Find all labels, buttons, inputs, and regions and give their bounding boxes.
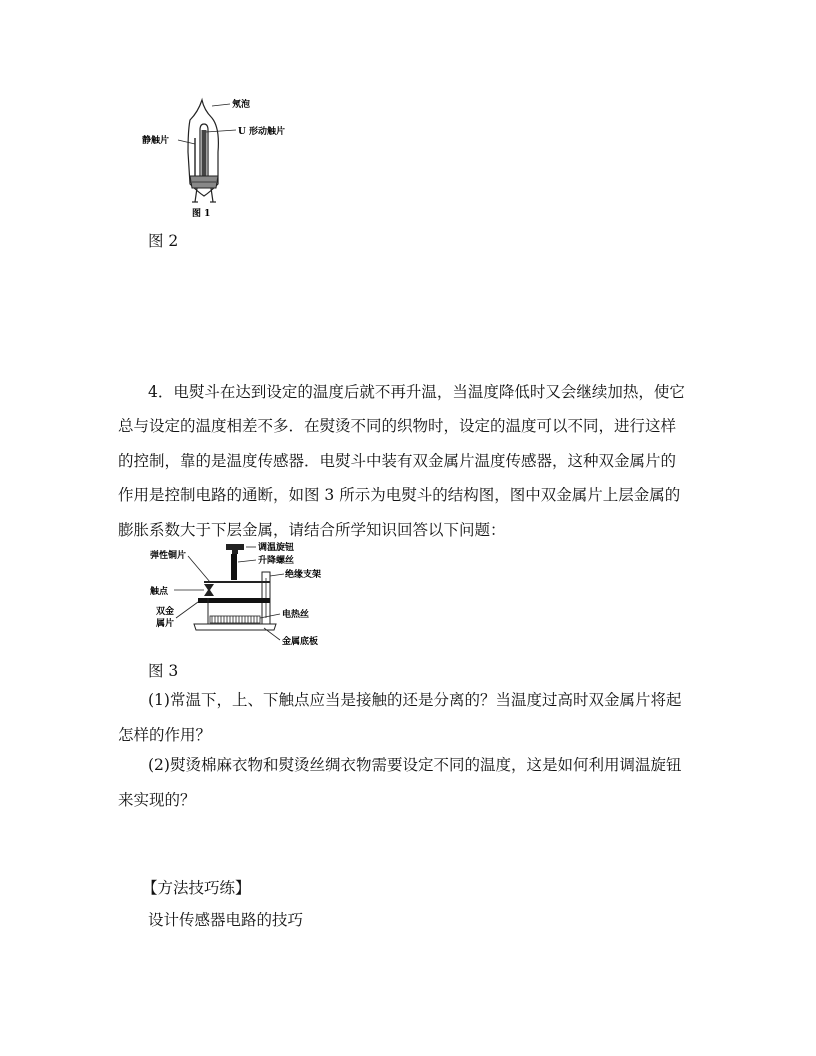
- figure-1-inner-caption: 图 1: [192, 209, 211, 219]
- label-insulating-frame: 绝缘支架: [285, 570, 322, 580]
- sub-question-2-line-2: 来实现的？: [118, 790, 196, 809]
- question-4: [148, 375, 708, 410]
- label-contact: 触点: [150, 587, 169, 597]
- label-base-plate: 金属底板: [282, 637, 319, 647]
- question-4-line: 总与设定的温度相差不多．在熨烫不同的织物时，设定的温度可以不同，进行这样: [118, 417, 677, 435]
- question-4-line: 作用是控制电路的通断，如图 3 所示为电熨斗的结构图，图中双金属片上层金属的: [118, 486, 681, 504]
- figure-3-caption: 图 3: [148, 662, 179, 680]
- sub-question-2-line-1: (2)熨烫棉麻衣物和熨烫丝绸衣物需要设定不同的温度，这是如何利用调温旋钮: [148, 756, 682, 774]
- label-neon-bulb: 氖泡: [232, 100, 251, 110]
- figure-2-caption: 图 2: [148, 232, 179, 250]
- method-section-subheading: 设计传感器电路的技巧: [148, 911, 304, 929]
- label-heating-wire: 电热丝: [282, 610, 310, 620]
- label-knob: 调温旋钮: [258, 543, 295, 553]
- sub-question-1-line-2: 怎样的作用？: [118, 725, 212, 744]
- label-screw: 升降螺丝: [258, 556, 295, 566]
- question-4-body: [118, 409, 698, 547]
- sub-question-1-line-1: (1)常温下，上、下触点应当是接触的还是分离的？当温度过高时双金属片将起: [148, 691, 682, 709]
- sub-question-1: [118, 683, 698, 752]
- figure-3: [148, 538, 348, 653]
- label-elastic-copper: 弹性铜片: [150, 551, 187, 561]
- label-u-contact: U 形动触片: [238, 127, 285, 137]
- label-bimetal-1: 双金: [156, 607, 175, 617]
- label-static-contact: 静触片: [142, 136, 170, 146]
- question-4-line: 膨胀系数大于下层金属，请结合所学知识回答以下问题：: [118, 520, 506, 539]
- neon-bulb-diagram: [140, 92, 285, 222]
- figure-2: [140, 92, 285, 222]
- question-4-line: 的控制，靠的是温度传感器．电熨斗中装有双金属片温度传感器，这种双金属片的: [118, 451, 677, 470]
- question-4-line: 4．电熨斗在达到设定的温度后就不再升温，当温度降低时又会继续加热，使它: [148, 383, 685, 401]
- sub-question-2: [118, 748, 698, 817]
- method-section-heading: 【方法技巧练】: [142, 879, 251, 897]
- label-bimetal-2: 属片: [156, 619, 175, 629]
- electric-iron-diagram: [148, 538, 348, 653]
